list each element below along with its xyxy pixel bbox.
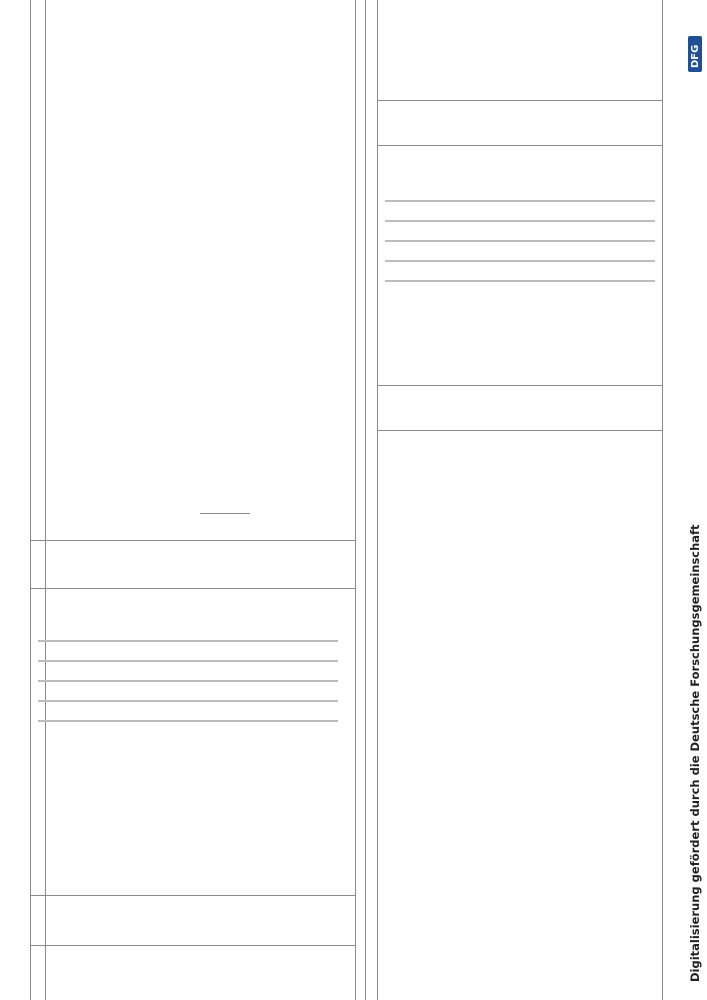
left-column-rule-3 xyxy=(30,588,355,589)
dfg-logo-text: DFG xyxy=(690,44,701,68)
dfg-logo xyxy=(688,36,702,72)
left-column-rule-1 xyxy=(30,945,355,946)
left-column-rule-2 xyxy=(30,895,355,896)
illegible-text-line xyxy=(38,660,338,662)
illegible-text-line xyxy=(38,680,338,682)
page-border-left xyxy=(30,0,31,1000)
illegible-text-line xyxy=(385,260,655,262)
center-rule xyxy=(365,0,366,1000)
illegible-text-line xyxy=(38,700,338,702)
left-column-rule-4 xyxy=(30,540,355,541)
right-table-bottom-rule xyxy=(662,0,663,1000)
right-column-rule-3 xyxy=(377,145,662,146)
illegible-text-line xyxy=(385,220,655,222)
digitization-credit: Digitalisierung gefördert durch die Deutsche Forschungsgemeinschaft xyxy=(688,524,702,982)
right-table-header-rule xyxy=(377,0,378,1000)
illegible-text-line xyxy=(385,240,655,242)
left-table-bottom-rule xyxy=(355,0,356,1000)
illegible-text-line xyxy=(38,640,338,642)
right-column-rule-2 xyxy=(377,385,662,386)
right-column-rule-4 xyxy=(377,100,662,101)
right-column-rule-1 xyxy=(377,430,662,431)
left-table-header-rule xyxy=(45,0,46,1000)
illegible-text-line xyxy=(38,720,338,722)
separator-dash xyxy=(200,513,250,514)
illegible-text-line xyxy=(385,280,655,282)
illegible-text-line xyxy=(385,200,655,202)
